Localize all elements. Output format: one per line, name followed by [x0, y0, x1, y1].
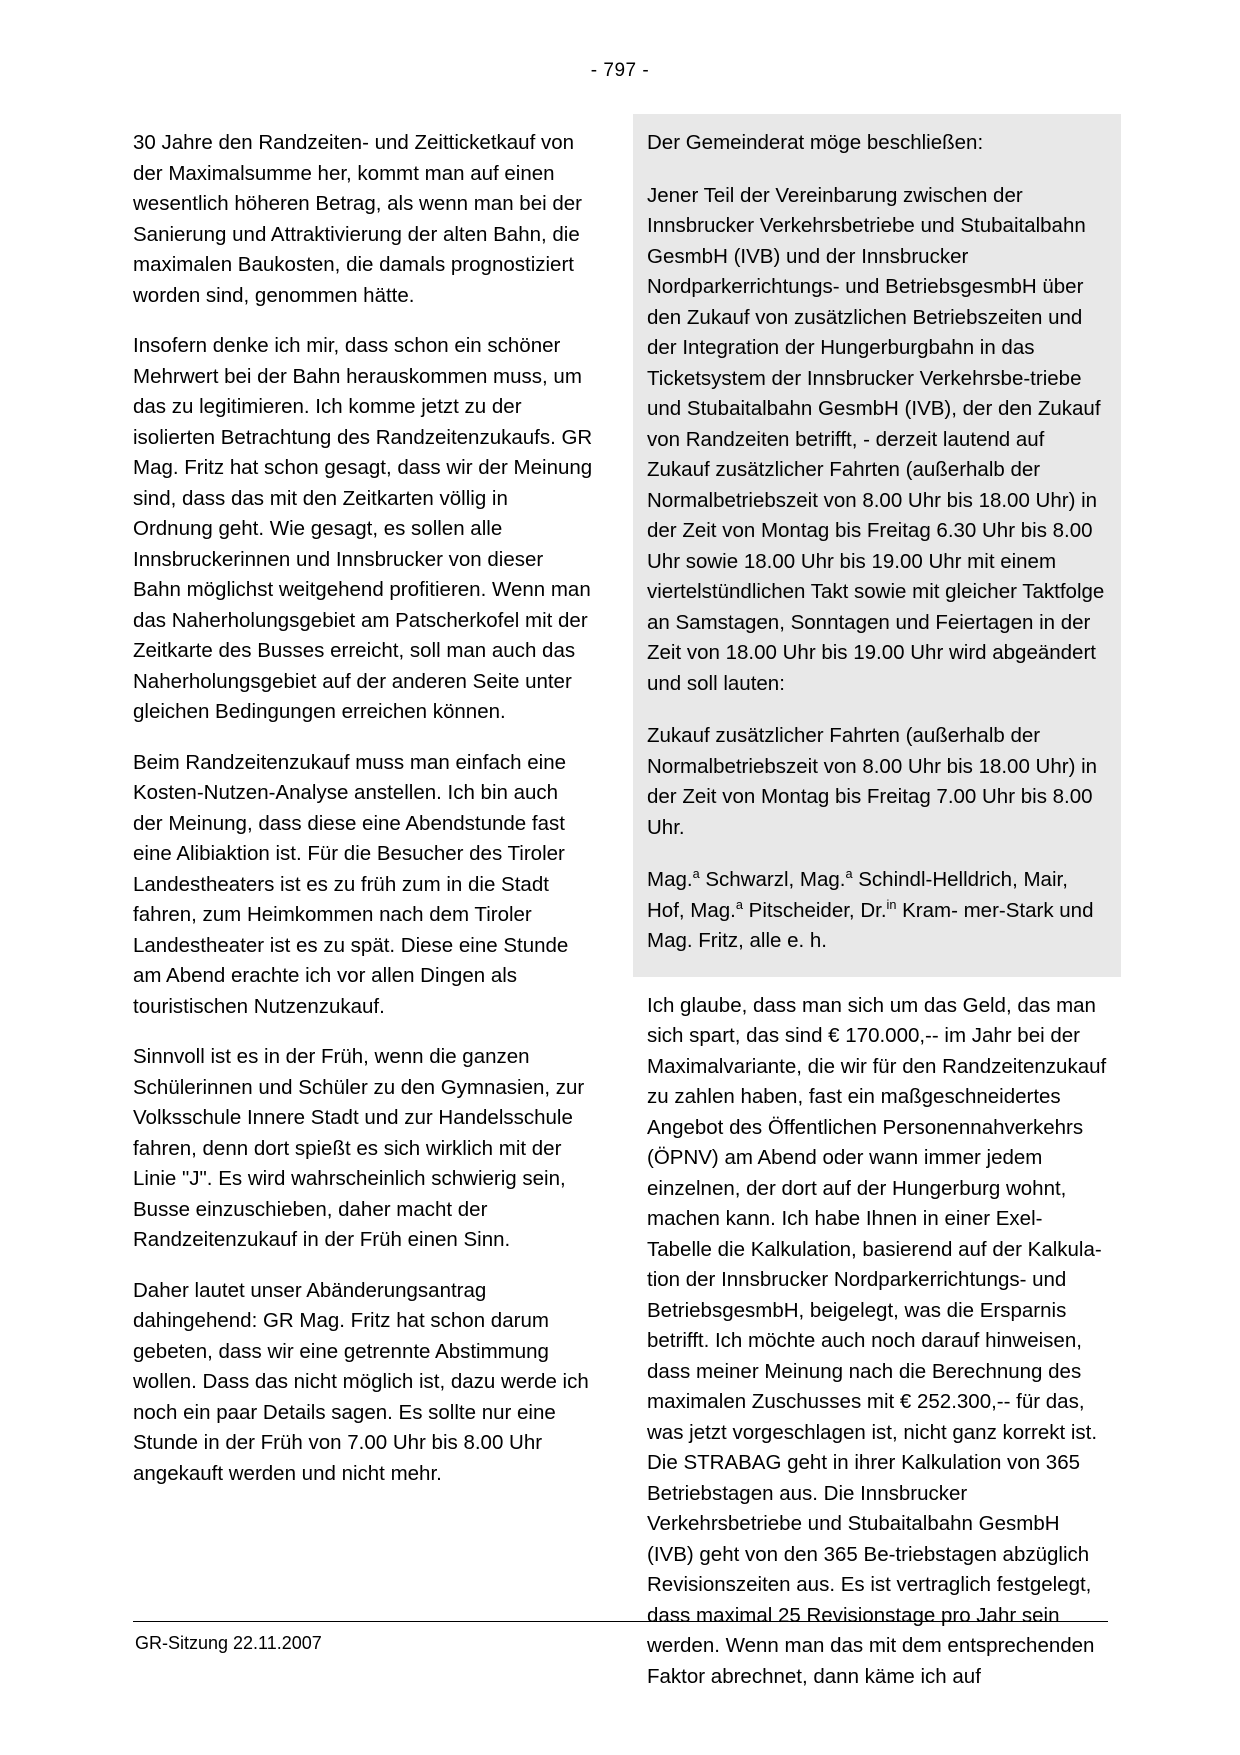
motion-signatories: [647, 865, 1107, 957]
superscript-a: a: [692, 866, 700, 882]
motion-text-box: [633, 114, 1121, 977]
paragraph: Daher lautet unser Abänderungsantrag dahingehend: GR Mag. Fritz hat schon darum gebeten, dass wir eine getrennte Abstimmung wollen. Dass das nicht möglich ist, dazu werde ich noch ein paar Details sagen. Es sollte nur eine Stunde in der Früh von 7.00 Uhr bis 8.00 Uhr angekauft werden und nicht mehr.: [133, 1278, 589, 1485]
signatory-text: Mair, Hof, Mag.: [647, 868, 1068, 922]
signatory-text: Mag.: [647, 868, 693, 891]
signatory-text: Schwarzl, Mag.: [699, 868, 846, 891]
signatory-text: Schindl-Helldrich,: [852, 868, 1018, 891]
signatory-text: Kram-: [896, 898, 958, 922]
paragraph: Ich glaube, dass man sich um das Geld, das man sich spart, das sind € 170.000,-- im Jahr bei der Maximalvariante, die wir für den Randzeitenzukauf zu zahlen haben, fast ein maßgeschneidertes Angebot des Öffentlichen Personennahverkehrs (ÖPNV) am Abend oder wann immer jedem einzelnen, der dort auf der Hungerburg wohnt, machen kann. Ich habe Ihnen in einer Exel-Tabelle die Kalkulation, basierend auf der Kalkula-tion der Innsbrucker Nordparkerrichtungs- und BetriebsgesmbH, beigelegt, was die Ersparnis betrifft. Ich möchte auch noch darauf hinweisen, dass meiner Meinung nach die Berechnung des maximalen Zuschusses mit € 252.300,-- für das, was jetzt vorgeschlagen ist, nicht ganz korrekt ist. Die STRABAG geht in ihrer Kalkulation von 365 Betriebstagen aus. Die Innsbrucker Verkehrsbetriebe und Stubaitalbahn GesmbH (IVB) geht von den 365 Be-triebstagen abzüglich Revisionszeiten aus. Es ist vertraglich festgelegt, dass maximal 25 Revisionstage pro Jahr sein werden. Wenn man das mit dem entsprechenden Faktor abrechnet, dann käme ich auf: [647, 993, 1107, 1688]
footer-text: GR-Sitzung 22.11.2007: [135, 1633, 322, 1653]
motion-new-text: Zukauf zusätzlicher Fahrten (außerhalb der Normalbetriebszeit von 8.00 Uhr bis 18.00 Uhr) in der Zeit von Montag bis Freitag 7.00 Uhr bis 8.00 Uhr.: [647, 724, 1098, 839]
superscript-a: a: [735, 896, 743, 912]
page-number: - 797 -: [590, 60, 650, 81]
paragraph: Beim Randzeitenzukauf muss man einfach eine Kosten-Nutzen-Analyse anstellen. Ich bin auch der Meinung, dass diese eine Abendstunde fast eine Alibiaktion ist. Für die Besucher des Tiroler Landestheaters ist es zu früh zum in die Stadt fahren, zum Heimkommen nach dem Tiroler Landestheater ist es zu spät. Diese eine Stunde am Abend erachte ich vor allen Dingen als touristischen Nutzenzukauf.: [133, 750, 569, 1018]
superscript-in: in: [886, 896, 897, 912]
signatory-text: Pitscheider, Dr.: [742, 898, 887, 922]
motion-body: Jener Teil der Vereinbarung zwischen der Innsbrucker Verkehrsbetriebe und Stubaitalbahn GesmbH (IVB) und der Innsbrucker Nordparkerrichtungs- und BetriebsgesmbH über den Zukauf von zusätzlichen Betriebszeiten und der Integration der Hungerburgbahn in das Ticketsystem der Innsbrucker Verkehrsbe-triebe und Stubaitalbahn GesmbH (IVB), der den Zukauf von Randzeiten betrifft, - derzeit lautend auf Zukauf zusätzlicher Fahrten (außerhalb der Normalbetriebszeit von 8.00 Uhr bis 18.00 Uhr) in der Zeit von Montag bis Freitag 6.30 Uhr bis 8.00 Uhr sowie 18.00 Uhr bis 19.00 Uhr mit einem viertelstündlichen Takt sowie mit gleicher Taktfolge an Samstagen, Sonntagen und Feiertagen in der Zeit von 18.00 Uhr bis 19.00 Uhr wird abgeändert und soll lauten:: [647, 183, 1105, 695]
paragraph: 30 Jahre den Randzeiten- und Zeitticketkauf von der Maximalsumme her, kommt man auf einen wesentlich höheren Betrag, als wenn man bei der Sanierung und Attraktivierung der alten Bahn, die maximalen Baukosten, die damals prognostiziert worden sind, genommen hätte.: [133, 131, 582, 307]
superscript-a: a: [845, 866, 853, 882]
two-column-body: [133, 128, 1108, 1714]
right-column: [647, 128, 1107, 1714]
footer-divider: [133, 1621, 1108, 1622]
motion-intro: Der Gemeinderat möge beschließen:: [647, 131, 984, 154]
signatory-text: mer-Stark und Mag. Fritz, alle e. h.: [647, 898, 1094, 952]
paragraph: Insofern denke ich mir, dass schon ein schöner Mehrwert bei der Bahn herauskommen muss, um das zu legitimieren. Ich komme jetzt zu der isolierten Betrachtung des Randzeitenzukaufs. GR Mag. Fritz hat schon gesagt, dass wir der Meinung sind, dass das mit den Zeitkarten völlig in Ordnung geht. Wie gesagt, es sollen alle Innsbruckerinnen und Innsbrucker von dieser Bahn möglichst weitgehend profitieren. Wenn man das Naherholungsgebiet am Patscherkofel mit der Zeitkarte des Busses erreicht, soll man auch das Naherholungsgebiet auf der anderen Seite unter gleichen Bedingungen erreichen können.: [133, 334, 593, 723]
left-column: [133, 128, 593, 1714]
paragraph: Sinnvoll ist es in der Früh, wenn die ganzen Schülerinnen und Schüler zu den Gymnasien, zur Volksschule Innere Stadt und zur Handelsschule fahren, denn dort spießt es sich wirklich mit der Linie "J". Es wird wahrscheinlich schwierig sein, Busse einzuschieben, daher macht der Randzeitenzukauf in der Früh einen Sinn.: [133, 1045, 585, 1251]
